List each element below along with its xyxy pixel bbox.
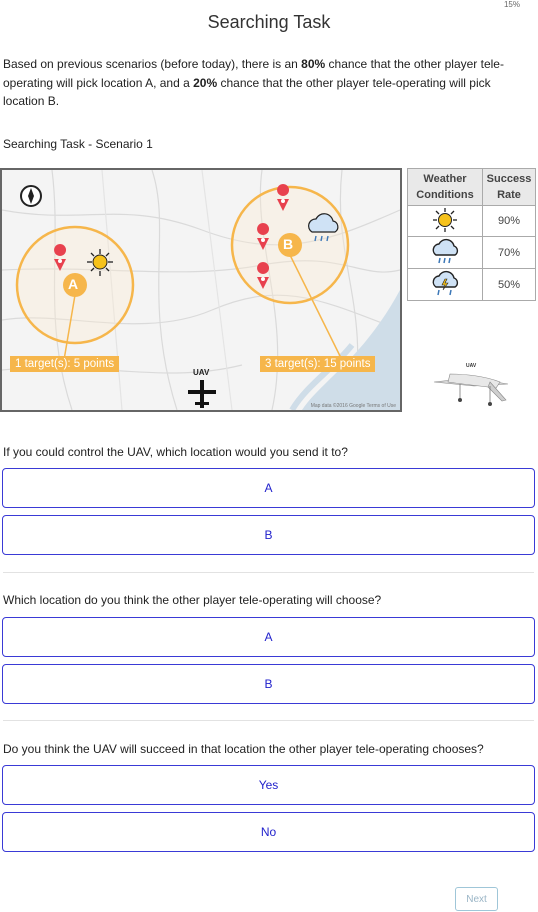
q1-option-b-button[interactable]: B — [2, 515, 535, 555]
question-2: Which location do you think the other player tele-operating will choose? — [3, 593, 382, 607]
next-button[interactable]: Next — [455, 887, 498, 911]
uav-figure-label: UAV — [466, 363, 477, 369]
divider — [3, 572, 534, 573]
success-rate-value: 70% — [483, 237, 536, 269]
map-uav-label: UAV — [193, 368, 210, 377]
intro-pct-b: 20% — [193, 75, 218, 90]
page-title: Searching Task — [207, 12, 331, 32]
intro-part1: Based on previous scenarios (before today), there is an — [3, 57, 302, 71]
success-rate-header: Success Rate — [483, 169, 536, 206]
success-rate-value: 90% — [483, 206, 536, 237]
intro-text — [3, 55, 533, 111]
q3-option-no-button[interactable]: No — [2, 812, 535, 852]
storm-cloud-icon — [408, 269, 483, 301]
intro-part3: chance that the other player tele-operating will pick location B. — [3, 75, 491, 108]
sun-icon — [408, 206, 483, 237]
scenario-label: Searching Task - Scenario 1 — [3, 137, 153, 151]
intro-part2: chance that the other player tele-operating will pick location A, and a — [3, 57, 504, 90]
compass-icon — [21, 186, 41, 206]
question-3: Do you think the UAV will succeed in that location the other player tele-operating chooses? — [3, 742, 484, 756]
scenario-map — [0, 168, 402, 412]
rain-cloud-icon — [408, 237, 483, 269]
table-row — [408, 269, 536, 301]
divider — [3, 720, 534, 721]
q3-option-yes-button[interactable]: Yes — [2, 765, 535, 805]
map-credit: Map data ©2016 Google Terms of Use — [310, 403, 396, 409]
weather-success-table — [407, 168, 536, 301]
uav-plane-icon — [188, 380, 216, 408]
q1-option-a-button[interactable]: A — [2, 468, 535, 508]
location-b-zone — [232, 187, 348, 360]
q2-option-a-button[interactable]: A — [2, 617, 535, 657]
weather-header: Weather Conditions — [408, 169, 483, 206]
marker-a-label: A — [68, 276, 79, 292]
q2-option-b-button[interactable]: B — [2, 664, 535, 704]
table-row — [408, 206, 536, 237]
question-1: If you could control the UAV, which location would you send it to? — [3, 445, 348, 459]
marker-b-label: B — [283, 236, 294, 252]
progress-indicator: 15% — [503, 0, 520, 9]
intro-pct-a: 80% — [301, 57, 326, 71]
success-rate-value: 50% — [483, 269, 536, 301]
table-row — [408, 237, 536, 269]
location-a-points-label: 1 target(s): 5 points — [10, 356, 119, 372]
location-b-points-label: 3 target(s): 15 points — [260, 356, 375, 372]
